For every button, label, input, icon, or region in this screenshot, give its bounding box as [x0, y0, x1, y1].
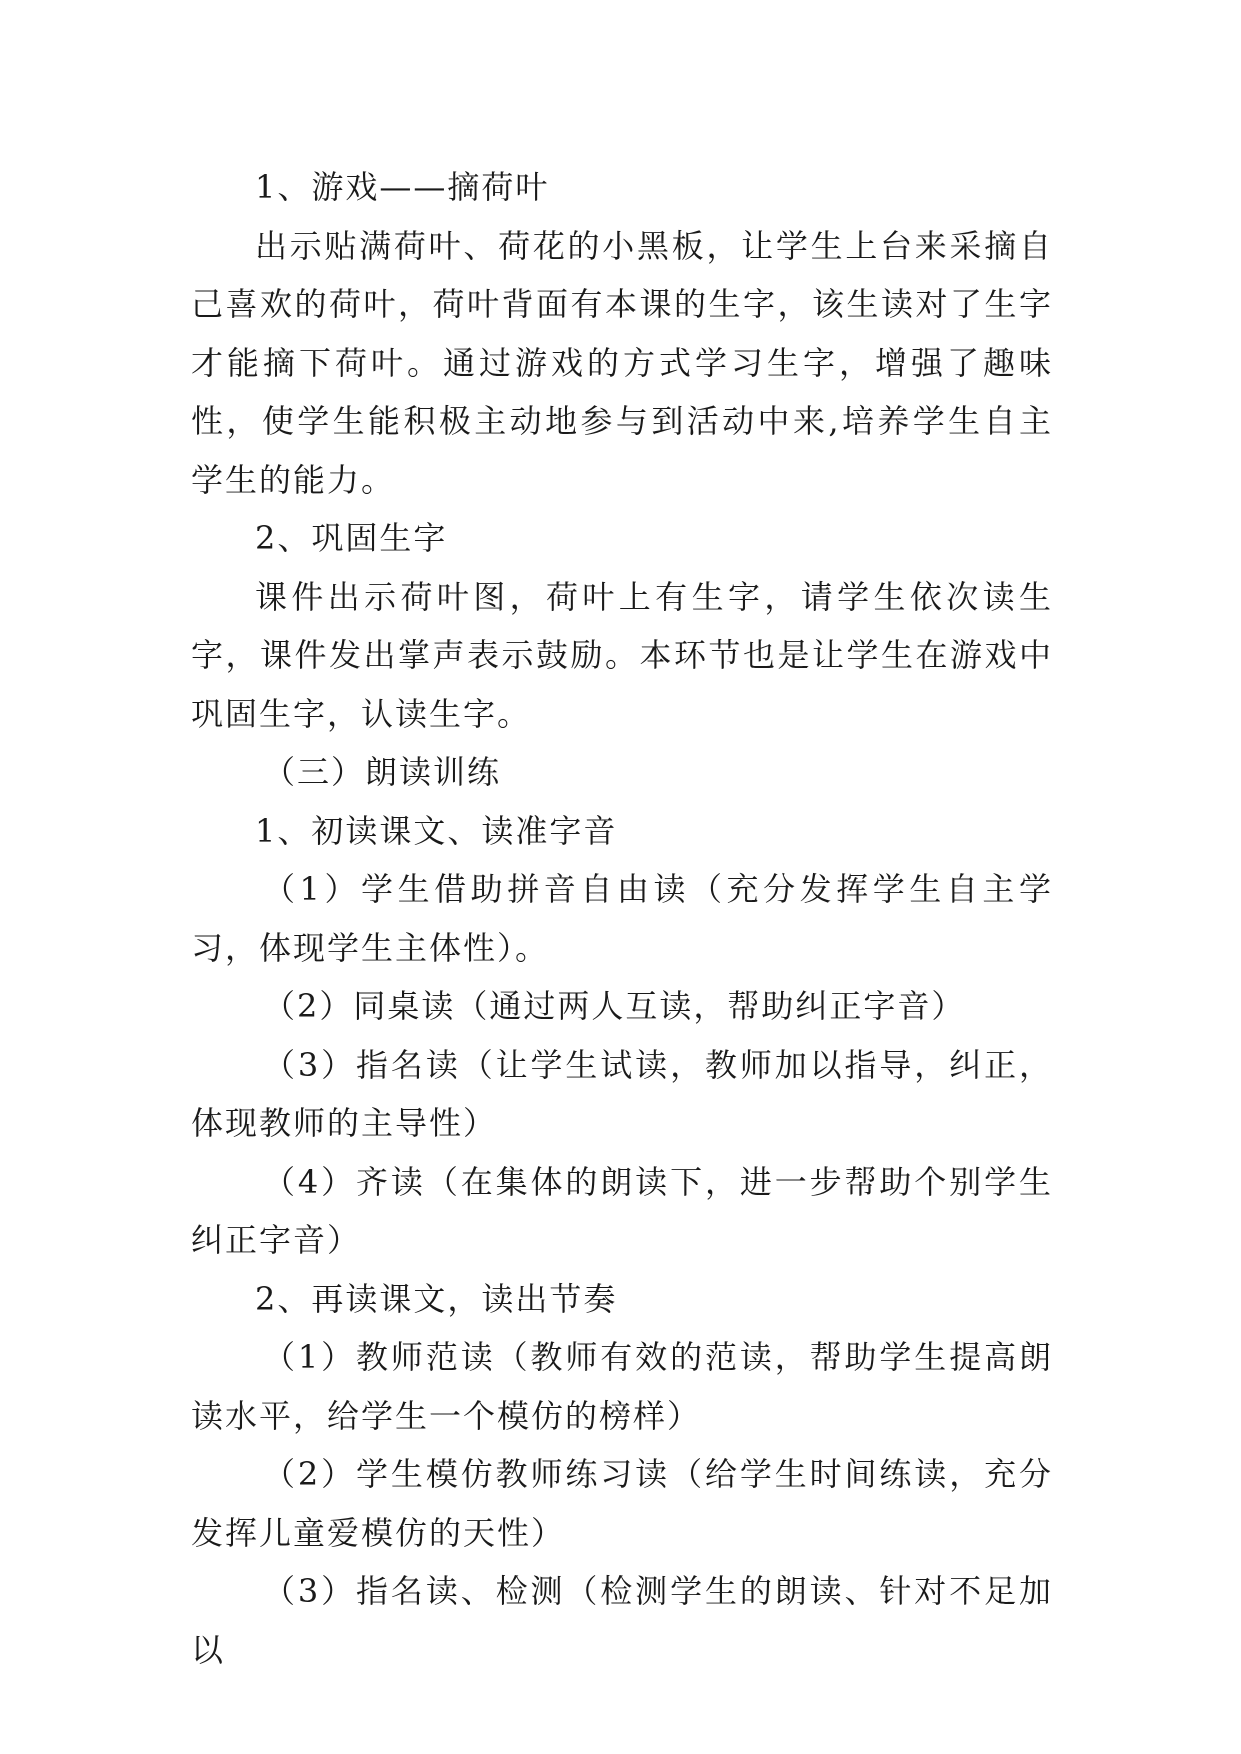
paragraph: （3）指名读（让学生试读，教师加以指导，纠正，体现教师的主导性） [191, 1045, 1053, 1142]
paragraph: 2、再读课文，读出节奏 [255, 1279, 618, 1318]
paragraph: 1、初读课文、读准字音 [255, 811, 618, 850]
paragraph: （2）学生模仿教师练习读（给学生时间练读，充分发挥儿童爱模仿的天性） [191, 1455, 1053, 1552]
paragraph: （3）指名读、检测（检测学生的朗读、针对不足加以 [191, 1572, 1053, 1669]
paragraph: （1）教师范读（教师有效的范读，帮助学生提高朗读水平，给学生一个模仿的榜样） [191, 1338, 1053, 1435]
paragraph: 出示贴满荷叶、荷花的小黑板，让学生上台来采摘自己喜欢的荷叶，荷叶背面有本课的生字，该生读对了生字才能摘下荷叶。通过游戏的方式学习生字，增强了趣味性，使学生能积极主动地参与到活动中来,培养学生自主学生的能力。 [191, 226, 1053, 499]
paragraph: 1、游戏——摘荷叶 [255, 168, 550, 206]
document-body [191, 158, 1053, 1679]
paragraph: 2、巩固生字 [255, 519, 448, 557]
paragraph: 课件出示荷叶图，荷叶上有生字，请学生依次读生字，课件发出掌声表示鼓励。本环节也是让学生在游戏中巩固生字，认读生字。 [191, 577, 1053, 733]
paragraph: （1）学生借助拼音自由读（充分发挥学生自主学习，体现学生主体性）。 [191, 870, 1053, 967]
paragraph: （4）齐读（在集体的朗读下，进一步帮助个别学生纠正字音） [191, 1162, 1053, 1259]
paragraph: （2）同桌读（通过两人互读，帮助纠正字音） [263, 987, 966, 1025]
section-heading: （三）朗读训练 [263, 753, 502, 791]
